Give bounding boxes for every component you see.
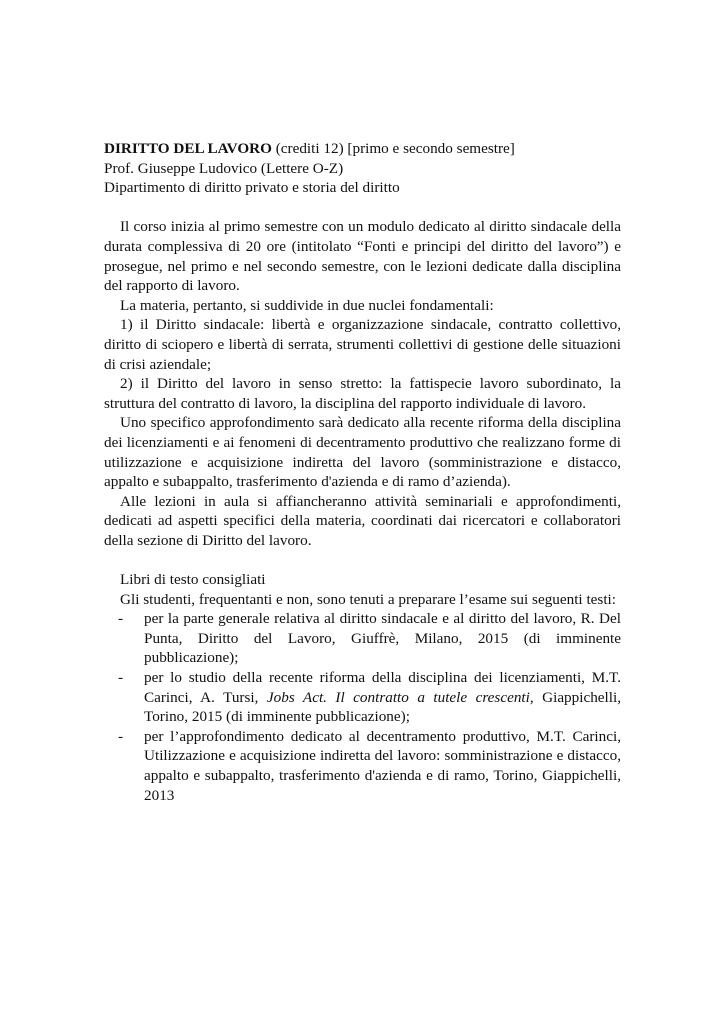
book-entry-riforma bbox=[144, 669, 621, 725]
books-list bbox=[104, 609, 621, 805]
list-bullet: - bbox=[118, 727, 124, 745]
books-heading: Libri di testo consigliati bbox=[120, 571, 266, 589]
paragraph-diritto-sindacale: 1) il Diritto sindacale: libertà e organizzazione sindacale, contratto collettivo, diritto di sciopero e libertà di serrata, strumenti collettivi di gestione delle situazioni di crisi aziendale; bbox=[104, 316, 621, 373]
paragraph-course-intro: Il corso inizia al primo semestre con un modulo dedicato al diritto sindacale della durata complessiva di 20 ore (intitolato “Fonti e principi del diritto del lavoro”) e prosegue, nel primo e nel secondo semestre, con le lezioni dedicate dalla disciplina del rapporto di lavoro. bbox=[104, 218, 621, 295]
book-entry-text: , Giappichelli, Torino, 2015 (di imminente pubblicazione); bbox=[144, 688, 621, 726]
book-entry-decentramento: per l’approfondimento dedicato al decentramento produttivo, M.T. Carinci, Utilizzazione e acquisizione indiretta del lavoro: somministrazione e distacco, appalto e subappalto, trasferimento d'azienda e di ramo, Torino, Giappichelli, 2013 bbox=[144, 727, 621, 804]
list-item bbox=[104, 727, 621, 805]
spacer bbox=[104, 550, 621, 570]
course-meta: (crediti 12) [primo e secondo semestre] bbox=[271, 140, 515, 157]
paragraph-approfondimento: Uno specifico approfondimento sarà dedicato alla recente riforma della disciplina dei licenziamenti e ai fenomeni di decentramento produttivo che realizzano forme di utilizzazione e acquisizione indiretta del lavoro (somministrazione e distacco, appalto e subappalto, trasferimento d'azienda e di ramo d’azienda). bbox=[104, 414, 621, 491]
course-heading bbox=[104, 139, 621, 159]
paragraph-subject-division: La materia, pertanto, si suddivide in due nuclei fondamentali: bbox=[120, 296, 494, 314]
document-page bbox=[104, 139, 621, 805]
professor-line: Prof. Giuseppe Ludovico (Lettere O-Z) bbox=[104, 159, 344, 177]
spacer bbox=[104, 198, 621, 218]
list-bullet: - bbox=[118, 610, 124, 628]
book-entry-text: per lo studio della recente riforma della disciplina dei licenziamenti, M.T. Carinci, A. Tursi, bbox=[144, 669, 621, 706]
list-item bbox=[104, 668, 621, 727]
paragraph-seminari: Alle lezioni in aula si affiancheranno attività seminariali e approfondimenti, dedicati ad aspetti specifici della materia, coordinati dai ricercatori e collaboratori della sezione di Diritto del lavoro. bbox=[104, 492, 621, 549]
book-entry-general: per la parte generale relativa al diritto sindacale e al diritto del lavoro, R. Del Punta, Diritto del Lavoro, Giuffrè, Milano, 2015 (di imminente pubblicazione); bbox=[144, 610, 621, 667]
list-item bbox=[104, 609, 621, 668]
book-title-italic: Jobs Act. Il contratto a tutele crescenti bbox=[266, 688, 530, 706]
paragraph-diritto-lavoro: 2) il Diritto del lavoro in senso stretto: la fattispecie lavoro subordinato, la struttura del contratto di lavoro, la disciplina del rapporto individuale di lavoro. bbox=[104, 375, 621, 412]
department-line: Dipartimento di diritto privato e storia del diritto bbox=[104, 179, 400, 197]
course-title: DIRITTO DEL LAVORO bbox=[104, 140, 272, 157]
books-intro: Gli studenti, frequentanti e non, sono tenuti a preparare l’esame sui seguenti testi: bbox=[120, 590, 616, 608]
list-bullet: - bbox=[118, 669, 124, 687]
